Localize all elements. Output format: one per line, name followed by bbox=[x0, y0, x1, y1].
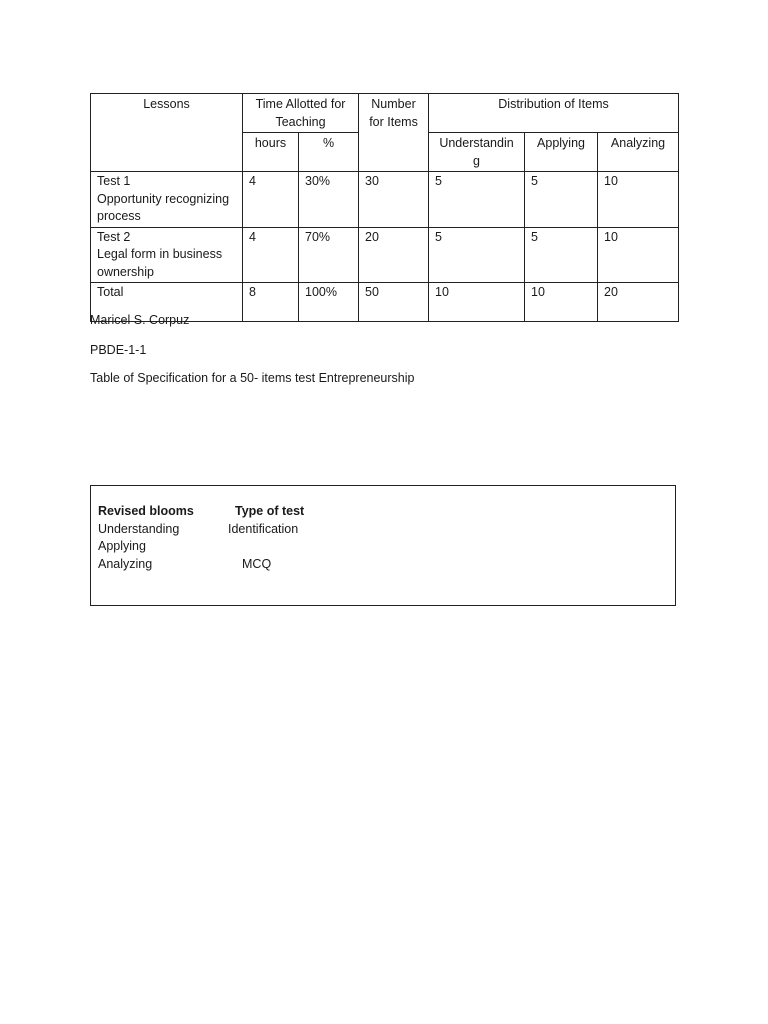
cell-percent: 30% bbox=[299, 172, 359, 228]
header-distribution bbox=[429, 94, 679, 133]
header-time-allotted-line1: Time Allotted for bbox=[255, 97, 346, 111]
header-analyzing bbox=[598, 133, 679, 172]
header-number-line2: for Items bbox=[369, 114, 418, 129]
header-number-line1: Number bbox=[371, 97, 416, 111]
section-code: PBDE-1-1 bbox=[90, 343, 147, 357]
cell-items: 20 bbox=[359, 227, 429, 283]
blooms-test-type: Identification bbox=[228, 522, 299, 536]
header-time-allotted-line2: Teaching bbox=[275, 114, 326, 129]
cell-lesson bbox=[91, 172, 243, 228]
blooms-header-level: Revised blooms bbox=[98, 504, 194, 518]
table-row bbox=[91, 227, 679, 283]
header-hours bbox=[243, 133, 299, 172]
header-time-allotted bbox=[243, 94, 359, 133]
blooms-level: Applying bbox=[98, 539, 146, 553]
specification-table bbox=[90, 93, 679, 322]
header-lessons-label: Lessons bbox=[143, 97, 190, 111]
cell-understanding: 10 bbox=[429, 283, 525, 322]
header-percent bbox=[299, 133, 359, 172]
table-header-row bbox=[91, 94, 679, 133]
cell-percent: 100% bbox=[299, 283, 359, 322]
header-distribution-label: Distribution of Items bbox=[498, 97, 609, 111]
lesson-topic-line2: ownership bbox=[97, 264, 154, 279]
blooms-level: Analyzing bbox=[98, 557, 153, 571]
cell-items: 30 bbox=[359, 172, 429, 228]
cell-applying: 5 bbox=[525, 227, 598, 283]
lesson-title: Test 2 bbox=[97, 229, 131, 244]
header-hours-label: hours bbox=[254, 136, 287, 150]
lesson-title: Test 1 bbox=[97, 174, 131, 188]
cell-applying: 10 bbox=[525, 283, 598, 322]
cell-analyzing: 10 bbox=[598, 172, 679, 228]
cell-hours: 4 bbox=[243, 227, 299, 283]
lesson-topic-line2: process bbox=[97, 209, 141, 223]
cell-understanding: 5 bbox=[429, 227, 525, 283]
blooms-test-type: MCQ bbox=[242, 557, 272, 571]
cell-items: 50 bbox=[359, 283, 429, 322]
header-applying-label: Applying bbox=[537, 136, 585, 150]
header-analyzing-label: Analyzing bbox=[610, 136, 666, 150]
table-caption: Table of Specification for a 50- items test Entrepreneurship bbox=[90, 371, 415, 385]
cell-understanding: 5 bbox=[429, 172, 525, 228]
header-number-for-items bbox=[359, 94, 429, 172]
blooms-box bbox=[90, 485, 676, 606]
table-row bbox=[91, 172, 679, 228]
cell-applying: 5 bbox=[525, 172, 598, 228]
header-understanding-line2: g bbox=[473, 153, 480, 168]
header-understanding-line1: Understandin bbox=[439, 136, 514, 150]
author-name: Maricel S. Corpuz bbox=[90, 313, 190, 327]
header-applying bbox=[525, 133, 598, 172]
blooms-level: Understanding bbox=[98, 522, 180, 536]
cell-analyzing: 10 bbox=[598, 227, 679, 283]
header-understanding bbox=[429, 133, 525, 172]
blooms-header-test: Type of test bbox=[235, 504, 305, 518]
cell-percent: 70% bbox=[299, 227, 359, 283]
cell-hours: 8 bbox=[243, 283, 299, 322]
header-percent-label: % bbox=[322, 136, 335, 150]
cell-hours: 4 bbox=[243, 172, 299, 228]
lesson-topic-line1: Legal form in business bbox=[97, 247, 223, 261]
cell-analyzing: 20 bbox=[598, 283, 679, 322]
header-lessons bbox=[91, 94, 243, 172]
cell-lesson bbox=[91, 227, 243, 283]
lesson-title: Total bbox=[97, 285, 124, 299]
lesson-topic-line1: Opportunity recognizing bbox=[97, 191, 230, 206]
